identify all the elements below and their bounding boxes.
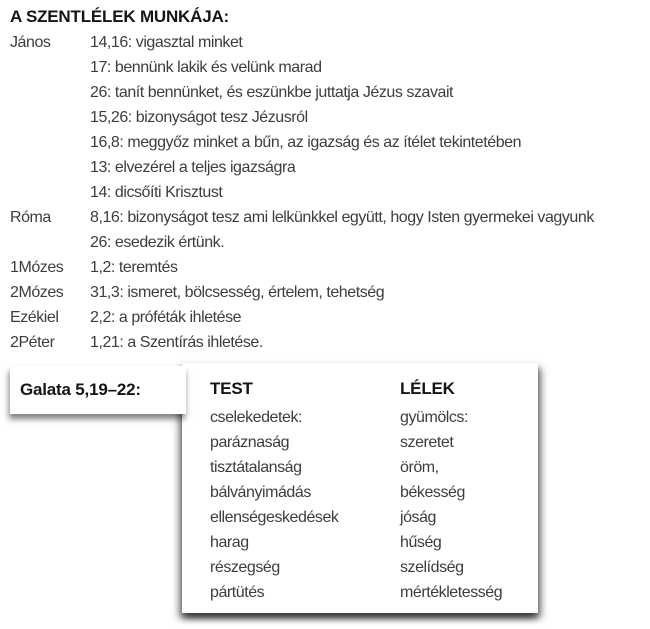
reference-list xyxy=(10,30,646,355)
reference-row xyxy=(10,130,646,155)
book-label xyxy=(10,180,90,205)
reference-row xyxy=(10,205,646,230)
column-item: jóság xyxy=(400,509,437,526)
book-label xyxy=(10,55,90,80)
reference-row xyxy=(10,255,646,280)
column-item: részegség xyxy=(210,559,280,576)
reference-text: 13: elvezérel a teljes igazságra xyxy=(90,159,296,176)
book-label: Róma xyxy=(10,209,51,226)
reference-text: 31,3: ismeret, bölcsesség, értelem, tehetség xyxy=(90,284,385,301)
column-test xyxy=(210,376,400,605)
reference-row xyxy=(10,180,646,205)
reference-text: 26: esedezik értünk. xyxy=(90,234,225,251)
reference-row xyxy=(10,55,646,80)
column-item: cselekedetek: xyxy=(210,409,302,426)
test-lelek-columns xyxy=(210,376,538,605)
book-label xyxy=(10,230,90,255)
reference-text: 26: tanít bennünket, és eszünkbe juttatja Jézus szavait xyxy=(90,84,454,101)
reference-text: 14: dicsőíti Krisztust xyxy=(90,184,223,201)
column-item: bálványimádás xyxy=(210,484,311,501)
reference-text: 16,8: meggyőz minket a bűn, az igazság és az ítélet tekintetében xyxy=(90,134,522,151)
book-label xyxy=(10,80,90,105)
column-header: TEST xyxy=(210,379,253,398)
reference-row xyxy=(10,330,646,355)
column-item: öröm, xyxy=(400,459,439,476)
book-label xyxy=(10,155,90,180)
reference-row xyxy=(10,230,646,255)
page-title: A SZENTLÉLEK MUNKÁJA: xyxy=(10,7,229,26)
column-item: gyümölcs: xyxy=(400,409,468,426)
reference-text: 2,2: a próféták ihletése xyxy=(90,309,242,326)
reference-row xyxy=(10,105,646,130)
reference-row xyxy=(10,30,646,55)
book-label xyxy=(10,105,90,130)
book-label: János xyxy=(10,34,51,51)
galata-label-card xyxy=(10,366,186,414)
column-item: harag xyxy=(210,534,249,551)
column-item: békesség xyxy=(400,484,465,501)
reference-text: 15,26: bizonyságot tesz Jézusról xyxy=(90,109,308,126)
column-item: szelídség xyxy=(400,559,464,576)
column-item: hűség xyxy=(400,534,442,551)
reference-text: 1,2: teremtés xyxy=(90,259,178,276)
column-item: pártütés xyxy=(210,584,265,601)
column-header: LÉLEK xyxy=(400,379,455,398)
column-lelek xyxy=(400,376,538,605)
column-item: mértékletesség xyxy=(400,584,503,601)
reference-text: 14,16: vigasztal minket xyxy=(90,34,243,51)
reference-row xyxy=(10,80,646,105)
reference-row xyxy=(10,305,646,330)
reference-text: 1,21: a Szentírás ihletése. xyxy=(90,334,263,351)
book-label: Ezékiel xyxy=(10,309,59,326)
galata-label: Galata 5,19–22: xyxy=(20,380,141,399)
column-item: tisztátalanság xyxy=(210,459,302,476)
column-item: ellenségeskedések xyxy=(210,509,339,526)
reference-text: 8,16: bizonyságot tesz ami lelkünkkel együtt, hogy Isten gyermekei vagyunk xyxy=(90,209,594,226)
book-label: 2Péter xyxy=(10,334,55,351)
reference-row xyxy=(10,280,646,305)
book-label: 2Mózes xyxy=(10,284,64,301)
reference-text: 17: bennünk lakik és velünk marad xyxy=(90,59,322,76)
test-lelek-card xyxy=(182,363,538,613)
column-item: paráznaság xyxy=(210,434,290,451)
book-label xyxy=(10,130,90,155)
column-item: szeretet xyxy=(400,434,454,451)
reference-row xyxy=(10,155,646,180)
book-label: 1Mózes xyxy=(10,259,64,276)
